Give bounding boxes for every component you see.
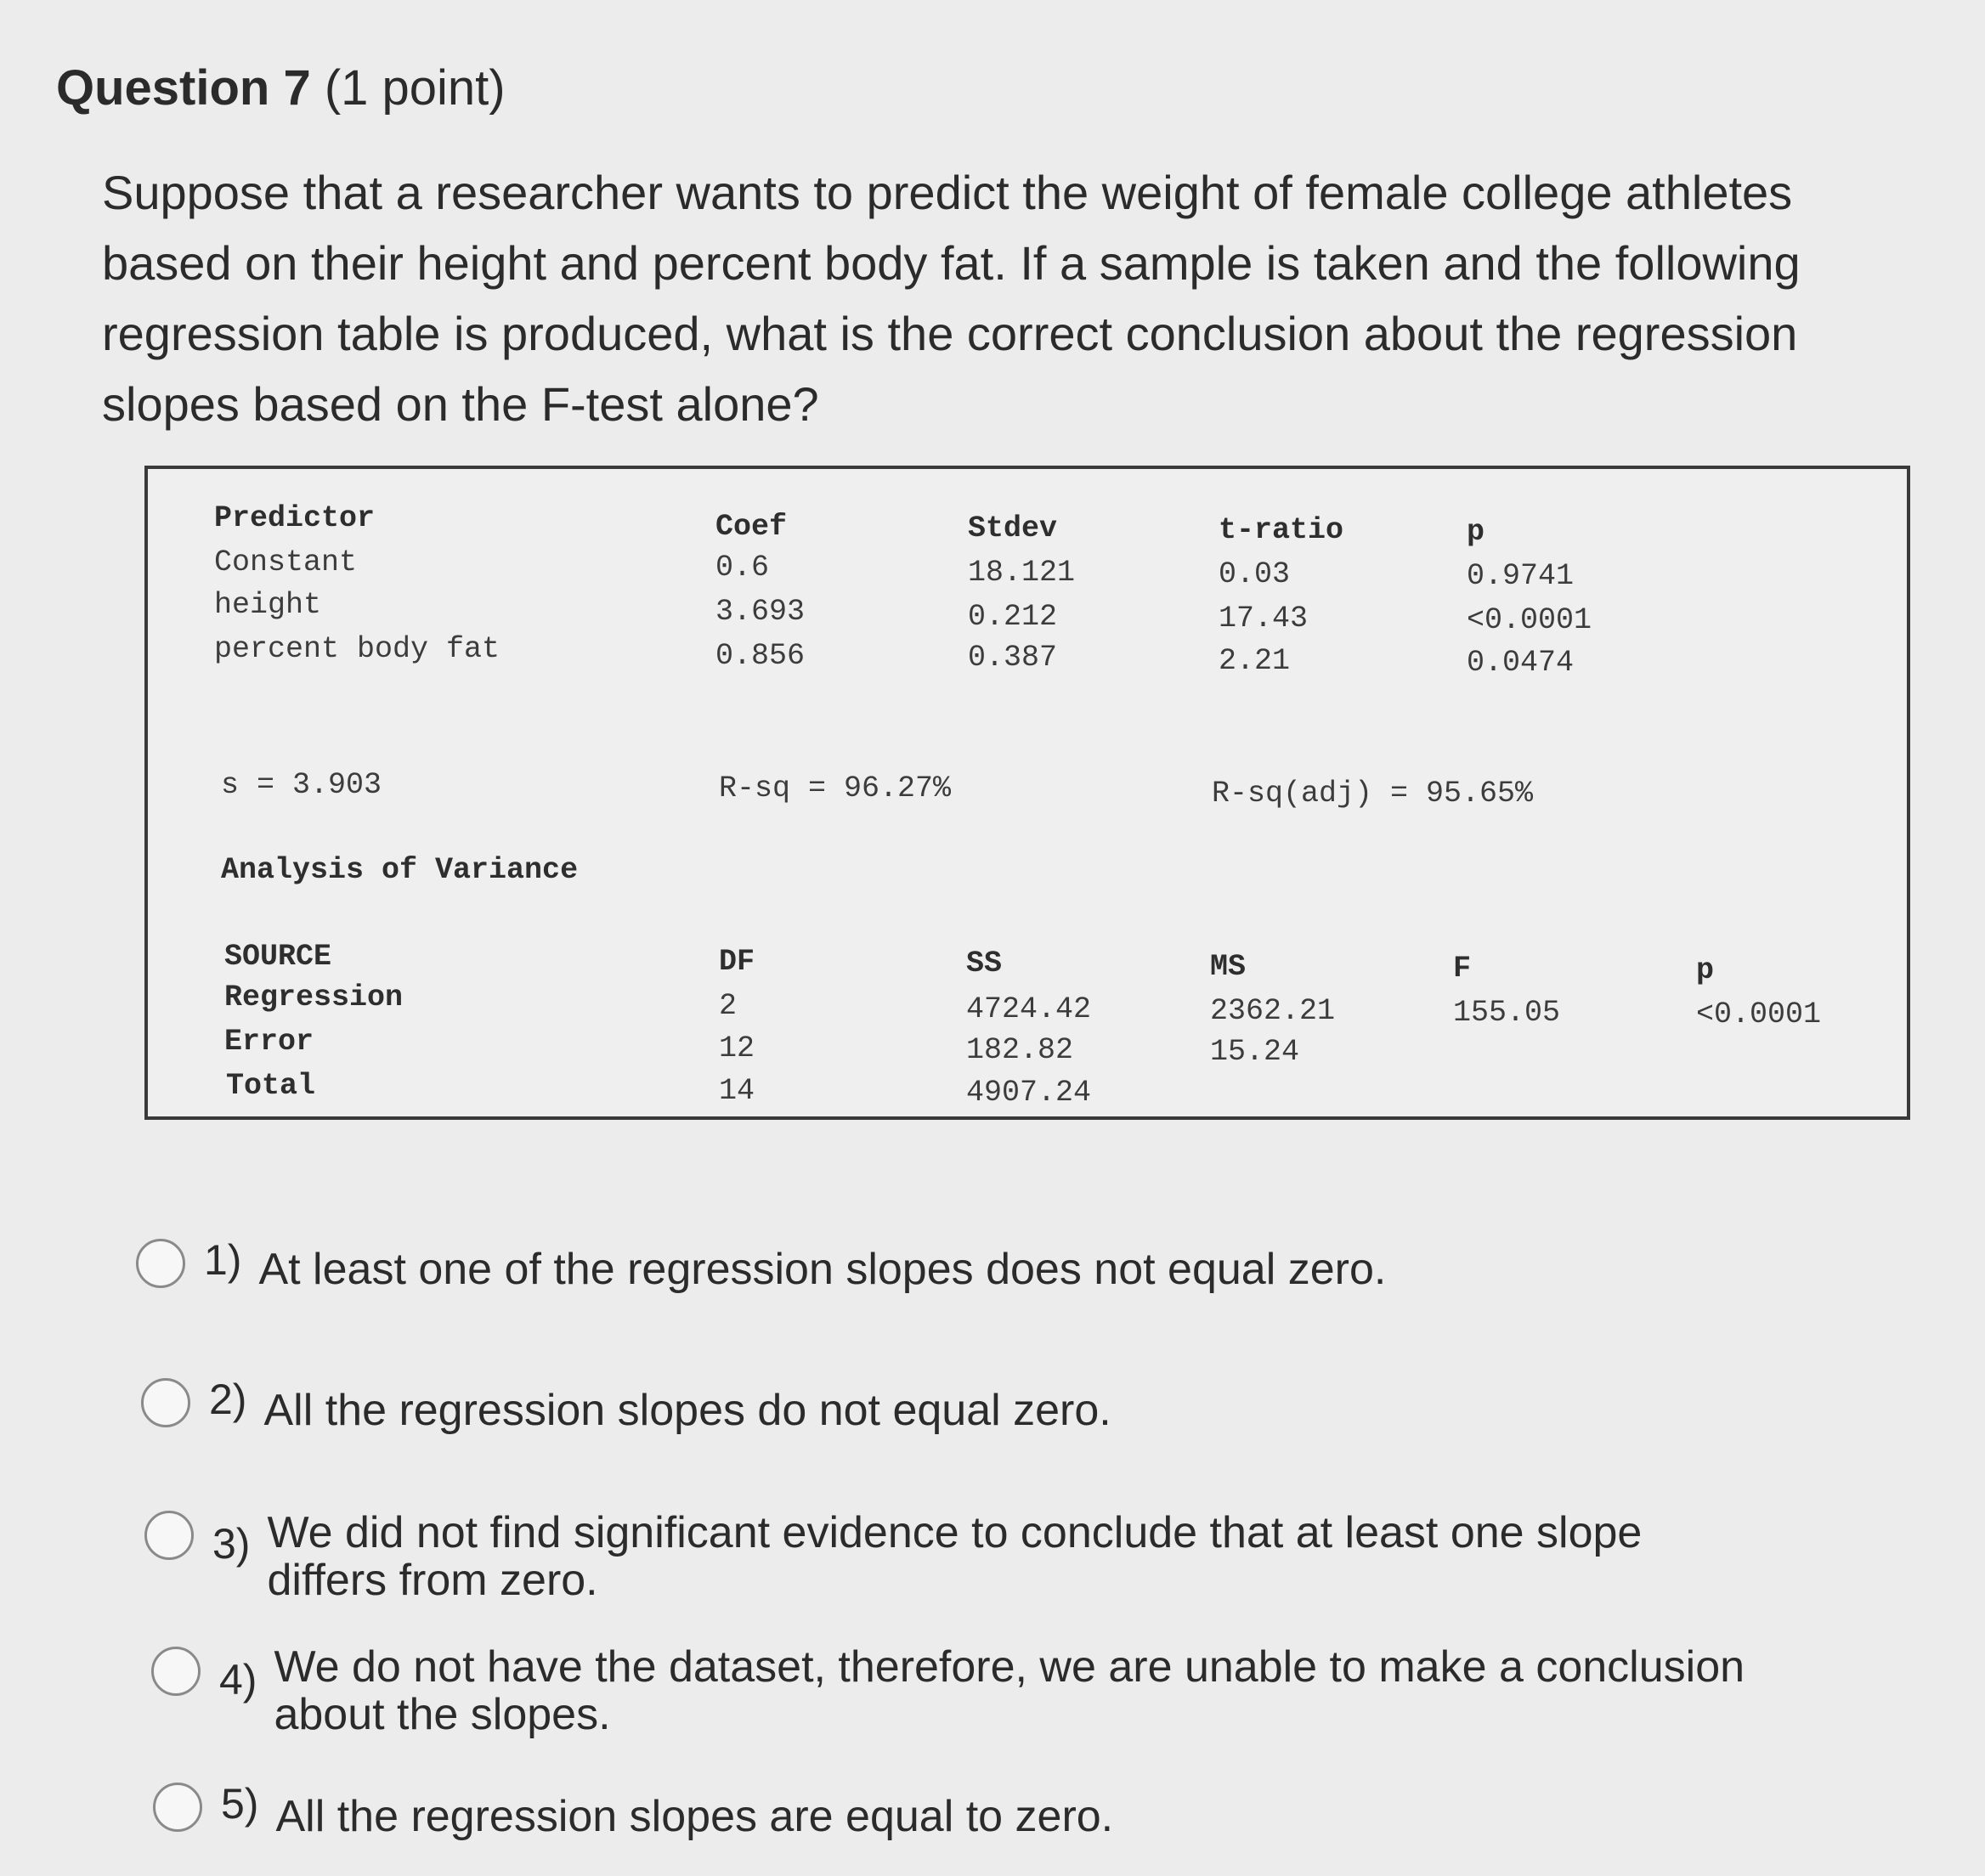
option-5-number: 5): [221, 1780, 259, 1828]
row-height-p: <0.0001: [1467, 603, 1592, 637]
radio-button-4[interactable]: [151, 1647, 201, 1696]
header-stdev: Stdev: [968, 511, 1058, 545]
anova-header-p: p: [1696, 953, 1715, 987]
anova-total-ss: 4907.24: [966, 1076, 1092, 1110]
radio-button-3[interactable]: [144, 1511, 194, 1560]
row-constant-t-ratio: 0.03: [1219, 557, 1291, 591]
option-1[interactable]: [136, 1236, 1750, 1294]
anova-regression-source: Regression: [224, 980, 404, 1014]
regression-table-image: [144, 466, 1910, 1120]
anova-regression-ms: 2362.21: [1210, 994, 1336, 1028]
option-3[interactable]: [144, 1509, 1742, 1604]
anova-regression-p: <0.0001: [1696, 997, 1822, 1031]
option-4-text: We do not have the dataset, therefore, we are unable to make a conclusion about the slopes.: [274, 1642, 1745, 1739]
option-4-number: 4): [219, 1656, 257, 1704]
row-bodyfat-predictor: percent body fat: [214, 632, 500, 666]
radio-button-5[interactable]: [153, 1783, 202, 1832]
option-4[interactable]: [151, 1643, 1766, 1738]
row-constant-coef: 0.6: [715, 551, 770, 585]
row-height-t-ratio: 17.43: [1219, 602, 1309, 636]
radio-button-2[interactable]: [141, 1378, 190, 1427]
header-p: p: [1467, 515, 1485, 549]
anova-total-source: Total: [226, 1069, 316, 1103]
anova-header-df: DF: [719, 945, 755, 979]
question-header: [56, 59, 506, 116]
row-bodyfat-p: 0.0474: [1467, 646, 1575, 680]
row-bodyfat-t-ratio: 2.21: [1219, 644, 1291, 678]
header-coef: Coef: [715, 510, 788, 544]
anova-header-f: F: [1453, 952, 1472, 986]
anova-header-source: SOURCE: [224, 940, 332, 974]
anova-header-ms: MS: [1210, 950, 1247, 984]
option-5[interactable]: [153, 1780, 1767, 1841]
anova-total-df: 14: [719, 1074, 755, 1108]
question-text: Suppose that a researcher wants to predict the weight of female college athletes based on their height and percent body fat. If a sample is taken and the following regression table is produced, what is the correct conclusion about the regression slopes based on the F-test alone?: [102, 166, 1801, 431]
row-constant-stdev: 18.121: [968, 556, 1076, 590]
row-height-stdev: 0.212: [968, 600, 1058, 634]
anova-header-ss: SS: [966, 946, 1003, 980]
anova-error-ms: 15.24: [1210, 1035, 1300, 1069]
row-constant-p: 0.9741: [1467, 559, 1575, 593]
stat-rsq-adj: R-sq(adj) = 95.65%: [1212, 777, 1534, 811]
header-t-ratio: t-ratio: [1219, 513, 1344, 547]
anova-title: Analysis of Variance: [221, 853, 579, 887]
stat-rsq: R-sq = 96.27%: [719, 771, 952, 805]
question-number: Question 7: [56, 60, 311, 116]
anova-regression-f: 155.05: [1453, 996, 1561, 1030]
question-points: (1 point): [324, 60, 506, 116]
anova-error-ss: 182.82: [966, 1033, 1074, 1067]
anova-regression-df: 2: [719, 989, 738, 1023]
radio-button-1[interactable]: [136, 1239, 185, 1288]
stat-s: s = 3.903: [221, 768, 382, 802]
option-1-number: 1): [204, 1236, 242, 1284]
row-bodyfat-coef: 0.856: [715, 639, 806, 673]
row-height-coef: 3.693: [715, 595, 806, 629]
anova-error-df: 12: [719, 1031, 755, 1065]
header-predictor: Predictor: [214, 501, 376, 535]
option-3-text: We did not find significant evidence to conclude that at least one slope differs from zero.: [267, 1508, 1643, 1605]
option-5-text: All the regression slopes are equal to zero.: [275, 1792, 1114, 1841]
option-2-text: All the regression slopes do not equal zero.: [263, 1386, 1111, 1435]
row-bodyfat-stdev: 0.387: [968, 641, 1058, 675]
option-3-number: 3): [212, 1520, 251, 1568]
option-1-text: At least one of the regression slopes does not equal zero.: [258, 1245, 1387, 1294]
row-constant-predictor: Constant: [214, 545, 358, 579]
option-2[interactable]: [141, 1378, 1756, 1434]
option-2-number: 2): [209, 1376, 247, 1423]
row-height-predictor: height: [214, 588, 322, 622]
anova-regression-ss: 4724.42: [966, 992, 1092, 1026]
anova-error-source: Error: [224, 1025, 314, 1059]
